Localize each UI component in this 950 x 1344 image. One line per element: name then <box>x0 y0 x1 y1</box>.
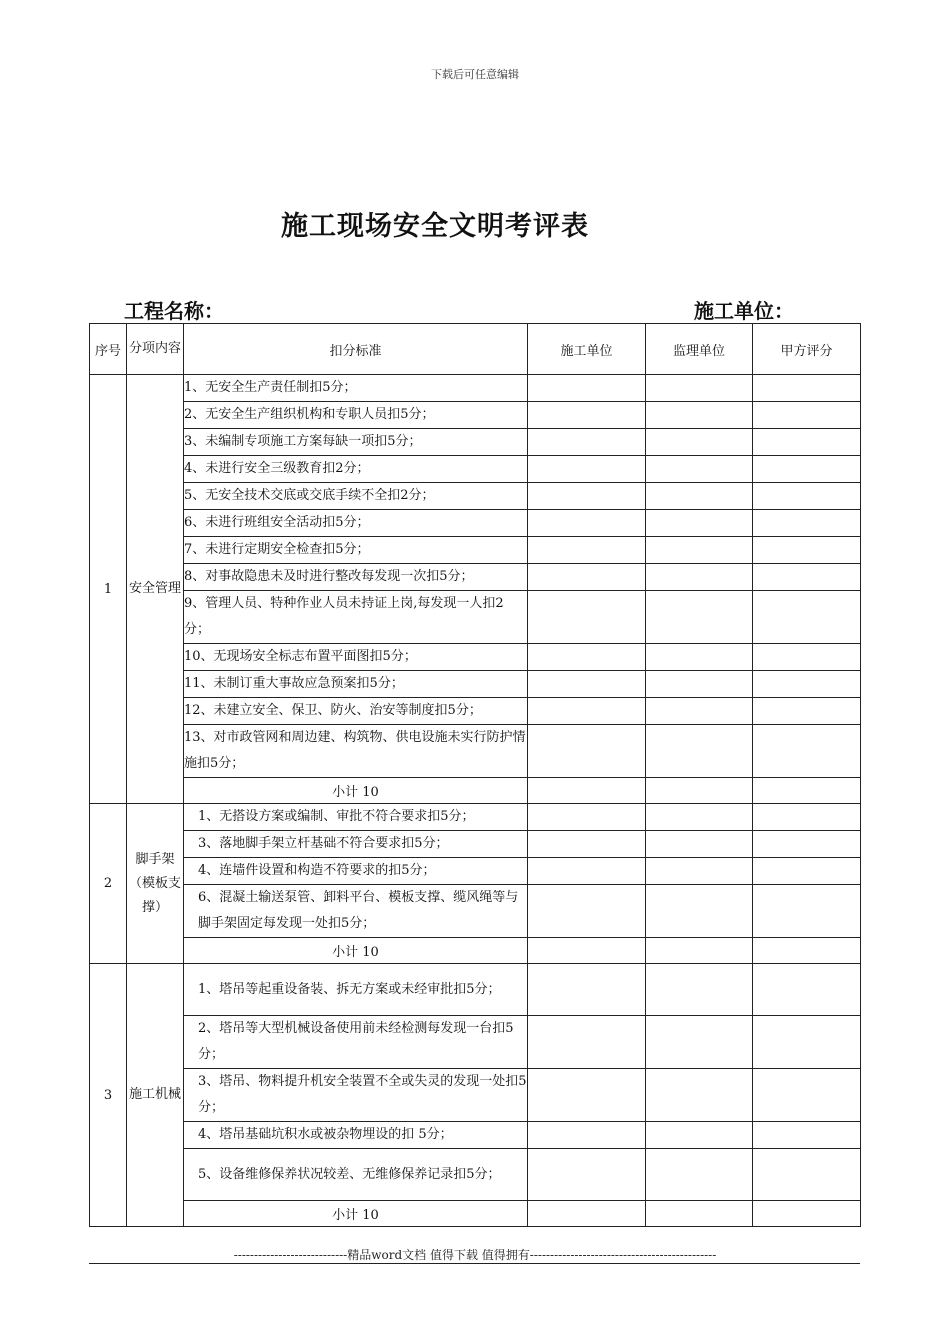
supervision-unit-cell[interactable] <box>646 456 753 483</box>
criteria-cell: 1、无安全生产责任制扣5分； <box>184 375 528 402</box>
header-seq: 序号 <box>90 324 127 375</box>
owner-score-cell[interactable] <box>753 456 861 483</box>
owner-score-cell[interactable] <box>753 698 861 725</box>
header-construction-unit: 施工单位 <box>528 324 646 375</box>
table-row <box>90 804 861 831</box>
owner-score-cell[interactable] <box>753 402 861 429</box>
supervision-unit-cell[interactable] <box>646 1149 753 1201</box>
criteria-cell: 11、未制订重大事故应急预案扣5分； <box>184 671 528 698</box>
criteria-cell: 3、落地脚手架立杆基础不符合要求扣5分； <box>184 831 528 858</box>
criteria-cell: 2、塔吊等大型机械设备使用前未经检测每发现一台扣5分； <box>184 1016 528 1069</box>
header-note: 下载后可任意编辑 <box>431 68 519 81</box>
supervision-unit-cell[interactable] <box>646 375 753 402</box>
section-seq: 3 <box>90 964 127 1227</box>
criteria-cell: 7、未进行定期安全检查扣5分； <box>184 537 528 564</box>
supervision-unit-cell[interactable] <box>646 1122 753 1149</box>
construction-unit-cell[interactable] <box>528 804 646 831</box>
table-row <box>90 644 861 671</box>
owner-score-subtotal-cell[interactable] <box>753 778 861 804</box>
header-category: 分项内容 <box>127 324 184 375</box>
criteria-cell: 10、无现场安全标志布置平面图扣5分； <box>184 644 528 671</box>
subtotal-row <box>90 1201 861 1227</box>
owner-score-cell[interactable] <box>753 375 861 402</box>
footer-text: ----------------------------精品word文档 值得下载 值得拥有---------------------------------------------- <box>233 1248 717 1262</box>
header-owner-score: 甲方评分 <box>753 324 861 375</box>
construction-unit-cell[interactable] <box>528 698 646 725</box>
construction-unit-cell[interactable] <box>528 537 646 564</box>
criteria-cell: 13、对市政管网和周边建、构筑物、供电设施未实行防护情施扣5分； <box>184 725 528 778</box>
table-row <box>90 725 861 778</box>
subtotal-cell: 小计 10 <box>184 1201 528 1227</box>
evaluation-table <box>89 323 861 1227</box>
header-criteria: 扣分标准 <box>184 324 528 375</box>
construction-unit-subtotal-cell[interactable] <box>528 778 646 804</box>
subtotal-row <box>90 778 861 804</box>
section-category: 脚手架（模板支撑） <box>127 804 184 964</box>
table-row <box>90 858 861 885</box>
supervision-unit-cell[interactable] <box>646 804 753 831</box>
owner-score-cell[interactable] <box>753 725 861 778</box>
criteria-cell: 1、无搭设方案或编制、审批不符合要求扣5分； <box>184 804 528 831</box>
criteria-cell: 4、未进行安全三级教育扣2分； <box>184 456 528 483</box>
table-row <box>90 964 861 1016</box>
criteria-cell: 9、管理人员、特种作业人员未持证上岗,每发现一人扣2分； <box>184 591 528 644</box>
supervision-unit-cell[interactable] <box>646 831 753 858</box>
supervision-unit-cell[interactable] <box>646 885 753 938</box>
construction-unit-label: 施工单位： <box>694 299 794 323</box>
owner-score-cell[interactable] <box>753 510 861 537</box>
owner-score-cell[interactable] <box>753 537 861 564</box>
owner-score-subtotal-cell[interactable] <box>753 938 861 964</box>
supervision-unit-cell[interactable] <box>646 510 753 537</box>
construction-unit-cell[interactable] <box>528 1069 646 1122</box>
table-row <box>90 429 861 456</box>
document-title: 施工现场安全文明考评表 <box>281 211 589 242</box>
construction-unit-cell[interactable] <box>528 483 646 510</box>
construction-unit-cell[interactable] <box>528 1149 646 1201</box>
table-row <box>90 698 861 725</box>
supervision-unit-cell[interactable] <box>646 671 753 698</box>
criteria-cell: 5、无安全技术交底或交底手续不全扣2分； <box>184 483 528 510</box>
construction-unit-cell[interactable] <box>528 510 646 537</box>
construction-unit-subtotal-cell[interactable] <box>528 1201 646 1227</box>
construction-unit-cell[interactable] <box>528 858 646 885</box>
table-row <box>90 1122 861 1149</box>
criteria-cell: 5、设备维修保养状况较差、无维修保养记录扣5分； <box>184 1149 528 1201</box>
section-category: 安全管理 <box>127 375 184 804</box>
criteria-cell: 6、未进行班组安全活动扣5分； <box>184 510 528 537</box>
table-row <box>90 671 861 698</box>
project-name-label: 工程名称： <box>124 299 224 323</box>
supervision-unit-cell[interactable] <box>646 1069 753 1122</box>
criteria-cell: 6、混凝土输送泵管、卸料平台、模板支撑、缆风绳等与脚手架固定每发现一处扣5分； <box>184 885 528 938</box>
construction-unit-cell[interactable] <box>528 644 646 671</box>
table-row <box>90 591 861 644</box>
table-row <box>90 831 861 858</box>
criteria-cell: 3、未编制专项施工方案每缺一项扣5分； <box>184 429 528 456</box>
construction-unit-cell[interactable] <box>528 375 646 402</box>
owner-score-cell[interactable] <box>753 831 861 858</box>
criteria-cell: 3、塔吊、物料提升机安全装置不全或失灵的发现一处扣5分； <box>184 1069 528 1122</box>
supervision-unit-subtotal-cell[interactable] <box>646 938 753 964</box>
construction-unit-cell[interactable] <box>528 429 646 456</box>
supervision-unit-cell[interactable] <box>646 591 753 644</box>
supervision-unit-cell[interactable] <box>646 537 753 564</box>
criteria-cell: 4、塔吊基础坑积水或被杂物埋设的扣 5分； <box>184 1122 528 1149</box>
supervision-unit-cell[interactable] <box>646 483 753 510</box>
owner-score-cell[interactable] <box>753 564 861 591</box>
owner-score-cell[interactable] <box>753 885 861 938</box>
owner-score-cell[interactable] <box>753 858 861 885</box>
table-row <box>90 1069 861 1122</box>
construction-unit-cell[interactable] <box>528 885 646 938</box>
table-row <box>90 885 861 938</box>
owner-score-cell[interactable] <box>753 483 861 510</box>
supervision-unit-subtotal-cell[interactable] <box>646 778 753 804</box>
header-supervision-unit: 监理单位 <box>646 324 753 375</box>
table-row <box>90 483 861 510</box>
construction-unit-cell[interactable] <box>528 564 646 591</box>
criteria-cell: 4、连墙件设置和构造不符要求的扣5分； <box>184 858 528 885</box>
supervision-unit-cell[interactable] <box>646 725 753 778</box>
construction-unit-cell[interactable] <box>528 402 646 429</box>
table-row <box>90 1016 861 1069</box>
table-row <box>90 456 861 483</box>
owner-score-cell[interactable] <box>753 1016 861 1069</box>
construction-unit-cell[interactable] <box>528 591 646 644</box>
construction-unit-cell[interactable] <box>528 1122 646 1149</box>
table-row <box>90 375 861 402</box>
construction-unit-cell[interactable] <box>528 831 646 858</box>
construction-unit-cell[interactable] <box>528 725 646 778</box>
criteria-cell: 12、未建立安全、保卫、防火、治安等制度扣5分； <box>184 698 528 725</box>
supervision-unit-cell[interactable] <box>646 644 753 671</box>
footer-rule <box>89 1263 860 1264</box>
owner-score-cell[interactable] <box>753 591 861 644</box>
owner-score-cell[interactable] <box>753 804 861 831</box>
construction-unit-cell[interactable] <box>528 456 646 483</box>
construction-unit-cell[interactable] <box>528 1016 646 1069</box>
construction-unit-cell[interactable] <box>528 964 646 1016</box>
owner-score-cell[interactable] <box>753 1149 861 1201</box>
section-category: 施工机械 <box>127 964 184 1227</box>
table-row <box>90 510 861 537</box>
owner-score-cell[interactable] <box>753 644 861 671</box>
supervision-unit-subtotal-cell[interactable] <box>646 1201 753 1227</box>
supervision-unit-cell[interactable] <box>646 698 753 725</box>
subtotal-cell: 小计 10 <box>184 938 528 964</box>
criteria-cell: 8、对事故隐患未及时进行整改每发现一次扣5分； <box>184 564 528 591</box>
owner-score-cell[interactable] <box>753 429 861 456</box>
owner-score-subtotal-cell[interactable] <box>753 1201 861 1227</box>
subtotal-cell: 小计 10 <box>184 778 528 804</box>
subtotal-row <box>90 938 861 964</box>
table-row <box>90 564 861 591</box>
owner-score-cell[interactable] <box>753 964 861 1016</box>
construction-unit-cell[interactable] <box>528 671 646 698</box>
criteria-cell: 2、无安全生产组织机构和专职人员扣5分； <box>184 402 528 429</box>
supervision-unit-cell[interactable] <box>646 858 753 885</box>
supervision-unit-cell[interactable] <box>646 402 753 429</box>
supervision-unit-cell[interactable] <box>646 964 753 1016</box>
table-row <box>90 537 861 564</box>
table-row <box>90 402 861 429</box>
construction-unit-subtotal-cell[interactable] <box>528 938 646 964</box>
criteria-cell: 1、塔吊等起重设备装、拆无方案或未经审批扣5分； <box>184 964 528 1016</box>
supervision-unit-cell[interactable] <box>646 1016 753 1069</box>
supervision-unit-cell[interactable] <box>646 429 753 456</box>
owner-score-cell[interactable] <box>753 1069 861 1122</box>
owner-score-cell[interactable] <box>753 671 861 698</box>
section-seq: 1 <box>90 375 127 804</box>
supervision-unit-cell[interactable] <box>646 564 753 591</box>
table-row <box>90 1149 861 1201</box>
table-header-row <box>90 324 861 375</box>
owner-score-cell[interactable] <box>753 1122 861 1149</box>
section-seq: 2 <box>90 804 127 964</box>
